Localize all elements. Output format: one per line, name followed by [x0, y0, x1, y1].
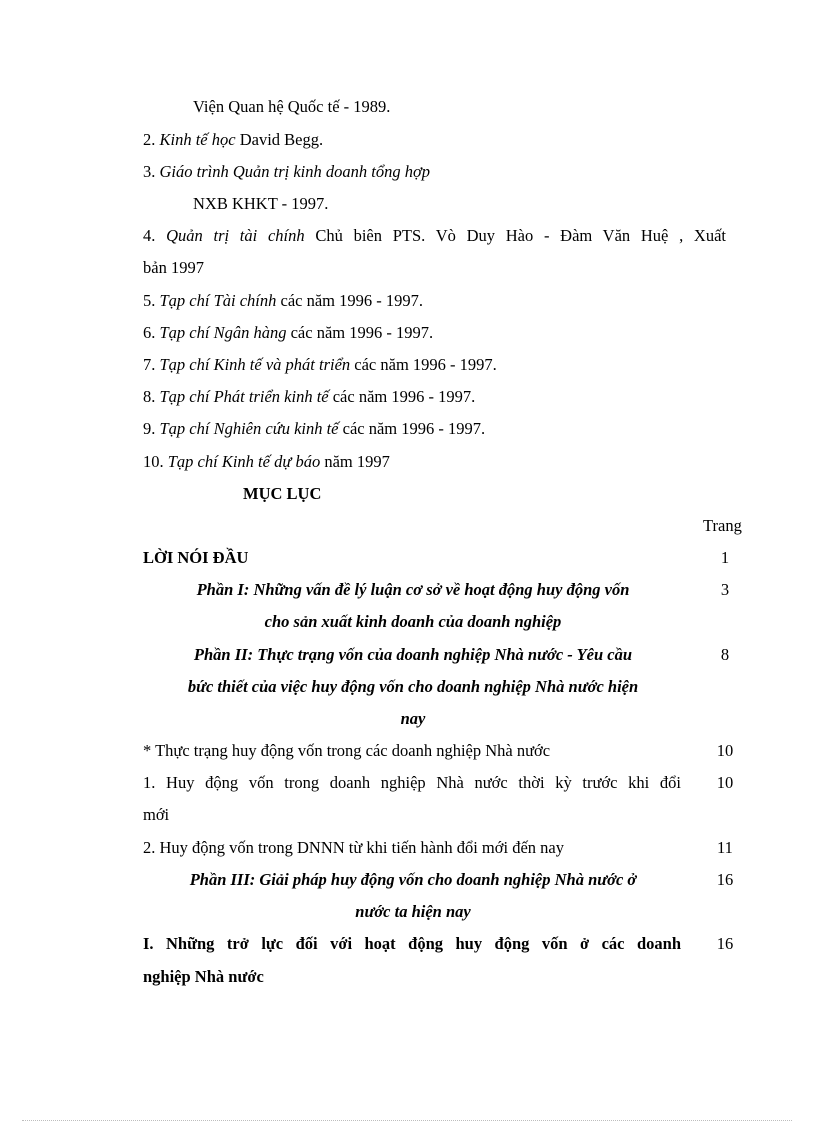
toc-heading: MỤC LỤC [243, 484, 322, 503]
reference-1-continuation: Viện Quan hệ Quốc tế - 1989. [193, 97, 391, 116]
reference-details: các năm 1996 - 1997. [342, 419, 486, 438]
reference-number: 8. [143, 387, 156, 406]
reference-number: 3. [143, 162, 156, 181]
toc-entry-part1-line2: cho sản xuất kinh doanh của doanh nghiệp [264, 612, 562, 631]
reference-details: các năm 1996 - 1997. [280, 291, 424, 310]
reference-4-continuation: bản 1997 [143, 258, 204, 277]
reference-number: 10. [143, 452, 164, 471]
reference-3 [143, 161, 430, 183]
page-bottom-divider [22, 1120, 792, 1121]
reference-title: Quản trị tài chính [166, 226, 305, 245]
reference-9 [143, 418, 485, 440]
reference-title: Giáo trình Quản trị kinh doanh tổng hợp [159, 162, 431, 181]
toc-entry-intro: LỜI NÓI ĐẦU [143, 548, 249, 567]
reference-3-continuation: NXB KHKT - 1997. [193, 194, 329, 213]
toc-page-column-label: Trang [703, 516, 742, 535]
reference-title: Kinh tế học [159, 130, 236, 149]
reference-number: 4. [143, 226, 156, 245]
reference-2 [143, 129, 323, 151]
toc-page-number: 10 [716, 741, 734, 760]
toc-page-number: 1 [720, 548, 730, 567]
reference-5 [143, 290, 423, 312]
reference-details: các năm 1996 - 1997. [290, 323, 434, 342]
reference-title: Tạp chí Ngân hàng [159, 323, 287, 342]
toc-entry-item-1-line2: mới [143, 805, 170, 824]
reference-8 [143, 386, 475, 408]
reference-details: các năm 1996 - 1997. [354, 355, 497, 374]
toc-entry-item-1-line1: 1. Huy động vốn trong doanh nghiệp Nhà nước thời kỳ trước khi đổi [143, 773, 681, 792]
reference-details: năm 1997 [324, 452, 390, 471]
toc-entry-part2-line2: bức thiết của việc huy động vốn cho doanh nghiệp Nhà nước hiện [187, 677, 639, 696]
toc-page-number: 8 [720, 645, 730, 664]
toc-page-number: 10 [716, 773, 734, 792]
reference-number: 7. [143, 355, 156, 374]
reference-details: Chủ biên PTS. Vò Duy Hào - Đàm Văn Huệ , Xuất [315, 226, 727, 245]
toc-entry-part2-line1: Phần II: Thực trạng vốn của doanh nghiệp Nhà nước - Yêu cầu [193, 645, 633, 664]
toc-page-number: 11 [717, 838, 733, 857]
toc-entry-part3-line2: nước ta hiện nay [355, 902, 471, 921]
reference-7 [143, 354, 497, 376]
reference-title: Tạp chí Kinh tế và phát triển [159, 355, 351, 374]
toc-entry-item-2: 2. Huy động vốn trong DNNN từ khi tiến hành đổi mới đến nay [143, 838, 564, 857]
reference-6 [143, 322, 433, 344]
toc-page-number: 3 [720, 580, 730, 599]
reference-title: Tạp chí Phát triển kinh tế [159, 387, 329, 406]
toc-entry-item-I-line1: I. Những trở lực đối với hoạt động huy động vốn ở các doanh [143, 934, 681, 953]
reference-title: Tạp chí Tài chính [159, 291, 277, 310]
reference-title: Tạp chí Nghiên cứu kinh tế [159, 419, 339, 438]
toc-entry-part2-line3: nay [400, 709, 426, 728]
reference-title: Tạp chí Kinh tế dự báo [167, 452, 321, 471]
toc-entry-item-a: * Thực trạng huy động vốn trong các doanh nghiệp Nhà nước [143, 741, 551, 760]
toc-entry-part1-line1: Phần I: Những vấn đề lý luận cơ sở về hoạt động huy động vốn [196, 580, 630, 599]
reference-number: 2. [143, 130, 156, 149]
reference-number: 9. [143, 419, 156, 438]
reference-number: 6. [143, 323, 156, 342]
toc-entry-item-I-line2: nghiệp Nhà nước [143, 967, 264, 986]
reference-4 [143, 225, 726, 247]
toc-page-number: 16 [716, 870, 734, 889]
toc-page-number: 16 [716, 934, 734, 953]
reference-10 [143, 451, 390, 473]
toc-entry-part3-line1: Phần III: Giải pháp huy động vốn cho doanh nghiệp Nhà nước ở [189, 870, 637, 889]
reference-number: 5. [143, 291, 156, 310]
reference-details: các năm 1996 - 1997. [332, 387, 476, 406]
reference-details: David Begg. [239, 130, 324, 149]
